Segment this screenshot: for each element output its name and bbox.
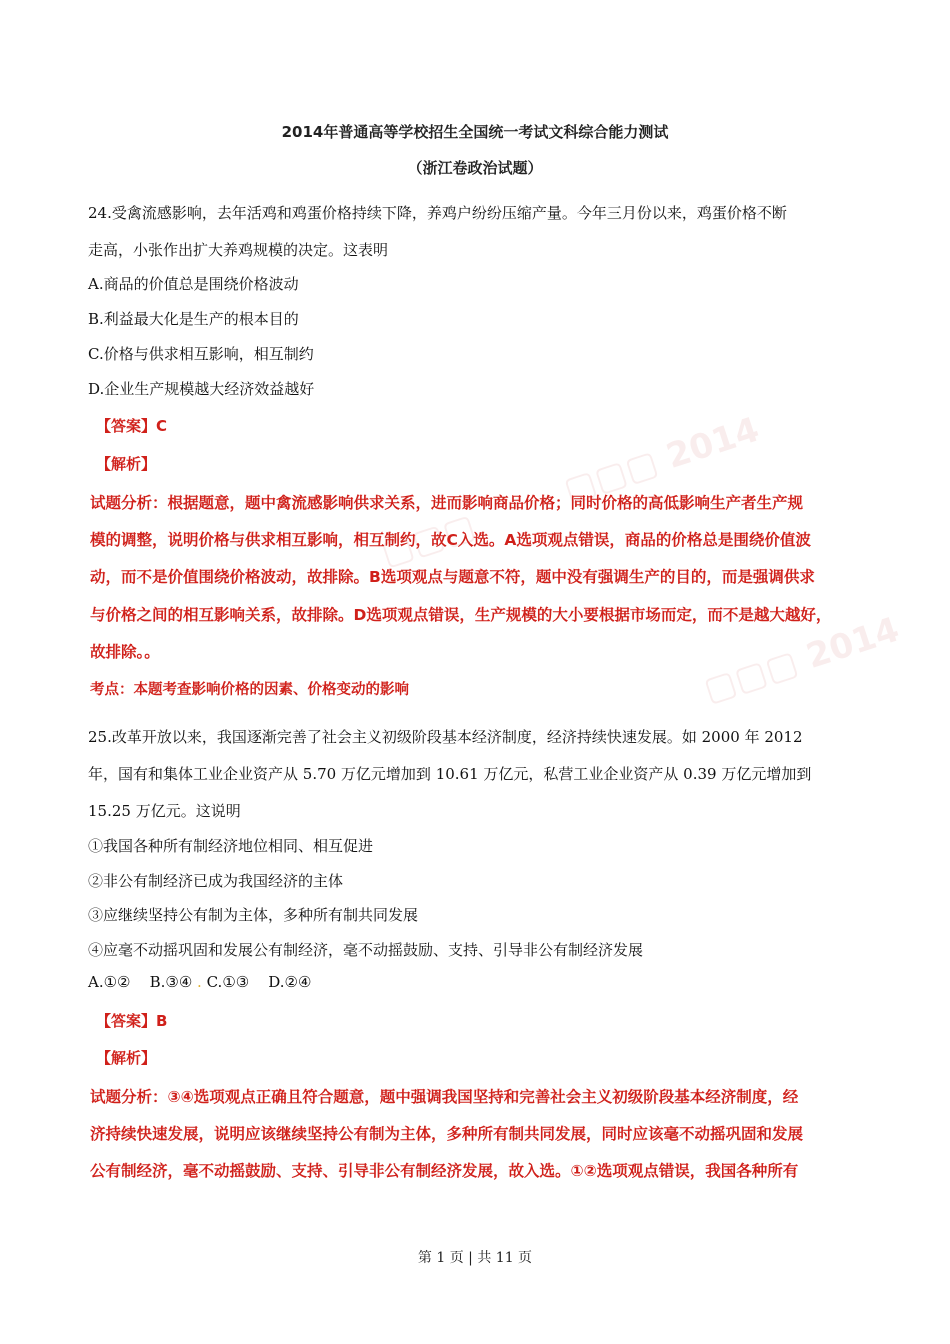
document-subtitle: （浙江卷政治试题） (407, 159, 543, 177)
stray-dot: . (197, 973, 202, 991)
page-footer: 第 1 页 | 共 11 页 (417, 1250, 533, 1266)
q24-option-b: B.利益最大化是生产的根本目的 (88, 310, 299, 328)
q24-option-c: C.价格与供求相互影响，相互制约 (88, 345, 314, 363)
watermark: ▢▢▢ 2014 (558, 409, 765, 511)
q24-analysis-label: 【解析】 (96, 455, 157, 473)
q25-stem-line-3: 15.25 万亿元。这说明 (88, 802, 241, 820)
q25-choices (88, 973, 311, 991)
q24-answer: 【答案】C (96, 417, 168, 435)
q25-item-4: ④应毫不动摇巩固和发展公有制经济，毫不动摇鼓励、支持、引导非公有制经济发展 (88, 941, 644, 959)
q25-item-3: ③应继续坚持公有制为主体，多种所有制共同发展 (88, 906, 419, 924)
q25-choice-d: D.②④ (268, 973, 312, 991)
q24-kaodian: 考点：本题考查影响价格的因素、价格变动的影响 (90, 682, 409, 698)
q24-analysis-line-3: 动，而不是价值围绕价格波动，故排除。B选项观点与题意不符，题中没有强调生产的目的，而是强调供求 (90, 568, 815, 586)
watermark: ▢▢▢ 2014 (698, 609, 905, 711)
q24-stem-line-2: 走高，小张作出扩大养鸡规模的决定。这表明 (88, 241, 389, 259)
q24-analysis-line-2: 模的调整，说明价格与供求相互影响，相互制约，故C入选。A选项观点错误，商品的价格总是围绕价值波 (90, 531, 811, 549)
q25-choice-a: A.①② (88, 973, 131, 991)
q24-analysis-line-5: 故排除。。 (90, 643, 160, 661)
q24-stem-line-1: 24.受禽流感影响，去年活鸡和鸡蛋价格持续下降，养鸡户纷纷压缩产量。今年三月份以来，鸡蛋价格不断 (88, 204, 787, 222)
q25-analysis-line-3: 公有制经济，毫不动摇鼓励、支持、引导非公有制经济发展，故入选。①②选项观点错误，我国各种所有 (90, 1162, 799, 1180)
q25-analysis-label: 【解析】 (96, 1049, 157, 1067)
q25-item-1: ①我国各种所有制经济地位相同、相互促进 (88, 837, 374, 855)
q24-analysis-line-1: 试题分析：根据题意，题中禽流感影响供求关系，进而影响商品价格；同时价格的高低影响生产者生产规 (90, 494, 804, 512)
q25-choice-c: C.①③ (206, 973, 250, 991)
q25-stem-line-1: 25.改革开放以来，我国逐渐完善了社会主义初级阶段基本经济制度，经济持续快速发展。如 2000 年 2012 (88, 728, 803, 746)
document-title: 2014年普通高等学校招生全国统一考试文科综合能力测试 (281, 123, 669, 141)
q25-choice-b: B.③④ (149, 973, 193, 991)
q24-analysis-line-4: 与价格之间的相互影响关系，故排除。D选项观点错误，生产规模的大小要根据市场而定，而不是越大越好， (90, 606, 832, 624)
q25-answer: 【答案】B (96, 1012, 168, 1030)
q24-option-a: A.商品的价值总是围绕价格波动 (88, 275, 299, 293)
q25-analysis-line-2: 济持续快速发展，说明应该继续坚持公有制为主体，多种所有制共同发展，同时应该毫不动摇巩固和发展 (90, 1125, 804, 1143)
q25-stem-line-2: 年，国有和集体工业企业资产从 5.70 万亿元增加到 10.61 万亿元，私营工业企业资产从 0.39 万亿元增加到 (88, 765, 812, 783)
q25-item-2: ②非公有制经济已成为我国经济的主体 (88, 872, 344, 890)
q24-option-d: D.企业生产规模越大经济效益越好 (88, 380, 315, 398)
q25-analysis-line-1: 试题分析：③④选项观点正确且符合题意，题中强调我国坚持和完善社会主义初级阶段基本经济制度，经 (90, 1088, 799, 1106)
watermark: ▢▢▢ (376, 506, 481, 574)
